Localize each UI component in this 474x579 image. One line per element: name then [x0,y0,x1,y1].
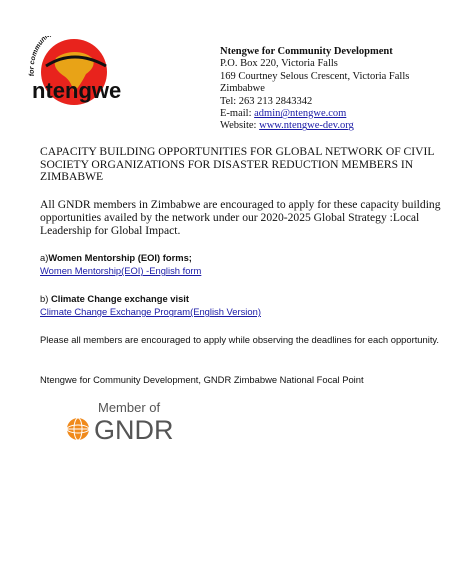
org-name: Ntengwe for Community Development [220,46,393,57]
opportunity-title: Women Mentorship (EOI) forms; [48,252,192,263]
email-line [220,108,460,120]
website-link[interactable]: www.ntengwe-dev.org [259,120,354,132]
ntengwe-logo-graphic [26,36,156,110]
closing-paragraph: Please all members are encouraged to apply while observing the deadlines for each opportunity. [40,334,440,345]
opportunity-heading [40,251,465,264]
telephone: Tel: 263 213 2843342 [220,95,313,107]
headline: CAPACITY BUILDING OPPORTUNITIES FOR GLOBAL NETWORK OF CIVIL SOCIETY ORGANIZATIONS FOR DISASTER REDUCTION MEMBERS IN ZIMBABWE [40,145,435,184]
logo-wordmark: ntengwe [32,78,122,103]
opportunity-prefix: a) [40,252,49,263]
member-of-gndr-badge [60,398,210,446]
email-label: E-mail: [220,108,255,120]
opportunity-item [40,251,465,277]
opportunity-heading [40,292,465,305]
country: Zimbabwe [220,83,265,95]
street-address: 169 Courtney Selous Crescent, Victoria Falls [220,70,410,82]
gndr-badge-graphic [60,398,210,446]
opportunity-prefix: b) [40,293,51,304]
email-link[interactable]: admin@ntengwe.com [254,108,347,120]
globe-icon [67,418,89,440]
website-label: Website: [220,120,260,132]
opportunity-title: Climate Change exchange visit [50,293,190,304]
po-box: P.O. Box 220, Victoria Falls [220,58,338,70]
badge-member-of: Member of [98,400,161,415]
signature-line: Ntengwe for Community Development, GNDR Zimbabwe National Focal Point [40,374,364,385]
ntengwe-logo [26,36,156,110]
climate-change-program-link[interactable]: Climate Change Exchange Program(English Version) [40,306,261,317]
contact-address-block [220,46,460,133]
logo-arc-text: for communi [28,36,50,77]
opportunity-item [40,292,465,318]
website-line [220,120,460,132]
intro-paragraph: All GNDR members in Zimbabwe are encouraged to apply for these capacity building opportunities availed by the network under our 2020-2025 Global Strategy :Local Leadership for Global Impact. [40,198,441,237]
women-mentorship-form-link[interactable]: Women Mentorship(EOI) -English form [40,265,202,276]
badge-gndr: GNDR [94,415,174,445]
